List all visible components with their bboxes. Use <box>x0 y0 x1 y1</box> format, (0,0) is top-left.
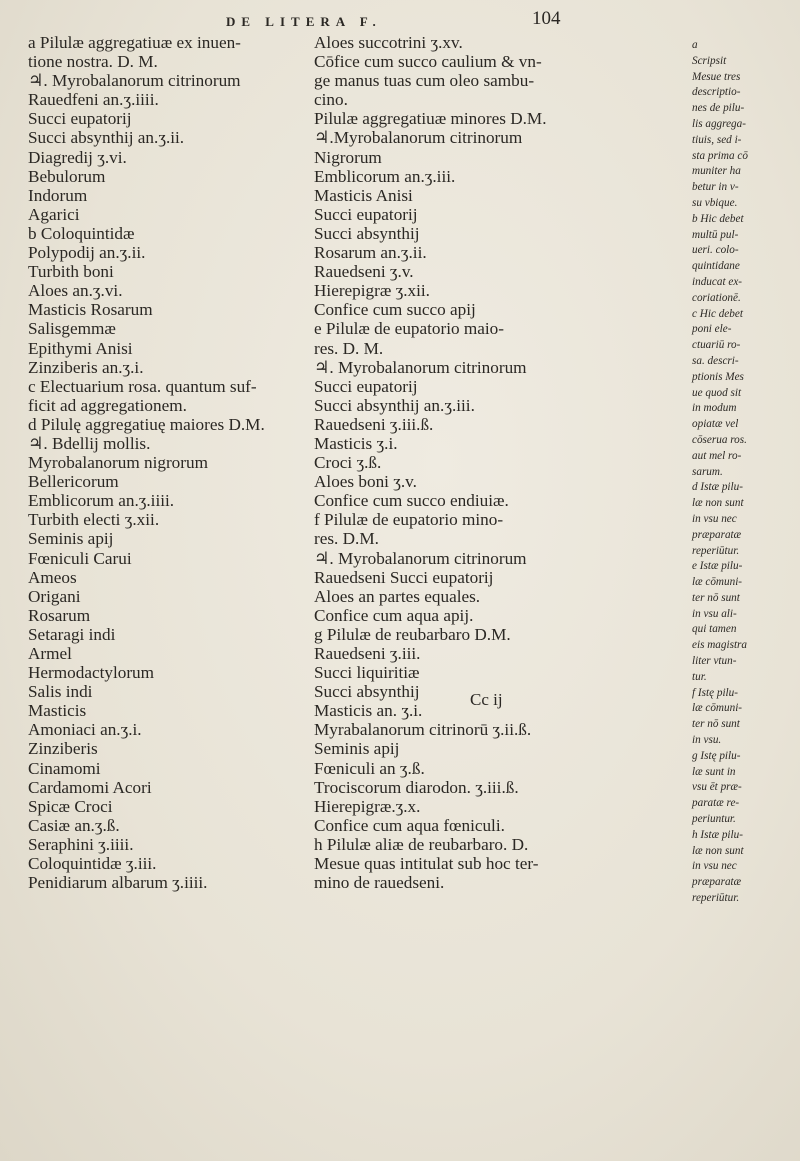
margin-note-line: reperiūtur. <box>692 892 740 905</box>
text-line: Seraphini ʒ.iiii. <box>28 834 134 854</box>
margin-note-line: ptionis Mes <box>692 370 744 383</box>
margin-note-line: aut mel ro- <box>692 449 742 462</box>
text-line: Bellericorum <box>28 472 119 492</box>
text-line: e Pilulæ de eupatorio maio- <box>314 319 504 339</box>
margin-note-line: vsu ēt præ- <box>692 781 742 794</box>
margin-note-line: quintidane <box>692 260 740 273</box>
margin-note-line: tur. <box>692 670 707 683</box>
text-line: Fœniculi Carui <box>28 548 132 568</box>
text-line: ge manus tuas cum oleo sambu- <box>314 71 535 91</box>
margin-note-line: b Hic debet <box>692 212 744 225</box>
text-line: ♃. Myrobalanorum citrinorum <box>314 357 527 377</box>
margin-note-line: in modum <box>692 402 737 415</box>
margin-note-line: eis magistra <box>692 639 748 652</box>
margin-note-line: muniter ha <box>692 165 741 178</box>
margin-note-line: inducat ex- <box>692 275 743 288</box>
margin-note-line: sa. descri- <box>692 354 739 367</box>
text-line: Aloes boni ʒ.v. <box>314 472 417 492</box>
text-line: Setaragi indi <box>28 624 116 644</box>
left-column <box>28 33 303 892</box>
text-line: Croci ʒ.ß. <box>314 453 382 473</box>
catchword: Cc ij <box>470 690 503 709</box>
margin-note-line: ueri. colo- <box>692 244 739 257</box>
margin-note-line: betur in v- <box>692 181 739 194</box>
margin-note-line: sta prima cō <box>692 149 748 162</box>
text-line: Hermodactylorum <box>28 663 155 683</box>
text-line: Rosarum <box>28 605 91 625</box>
middle-column <box>314 33 676 892</box>
text-line: Succi liquiritiæ <box>314 663 420 683</box>
margin-note-line: a <box>692 39 698 51</box>
text-line: Hierepigræ.ʒ.x. <box>314 796 421 816</box>
text-line: Aloes an partes equales. <box>314 586 481 606</box>
text-line: Seminis apij <box>28 529 114 549</box>
text-line: Masticis an. ʒ.i. <box>314 701 423 721</box>
text-line: res. D.M. <box>314 529 379 549</box>
text-line: Turbith boni <box>28 262 114 282</box>
margin-note-line: Scripsit <box>692 54 727 67</box>
margin-note-line: reperiūtur. <box>692 544 740 557</box>
margin-note-line: læ sunt in <box>692 765 736 778</box>
text-line: Bebulorum <box>28 166 106 186</box>
text-line: mino de rauedseni. <box>314 873 445 893</box>
page-number: 104 <box>532 8 561 29</box>
text-line: Succi absynthij an.ʒ.ii. <box>28 128 185 148</box>
text-line: Confice cum succo apij <box>314 300 476 320</box>
text-line: Rauedseni ʒ.iii. <box>314 644 421 663</box>
margin-note-line: periuntur. <box>692 813 736 826</box>
text-line: Emblicorum an.ʒ.iii. <box>314 166 456 186</box>
margin-note-line: paratæ re- <box>692 797 740 810</box>
page-header <box>0 4 800 36</box>
text-line: Ameos <box>28 567 77 587</box>
text-line: Trociscorum diarodon. ʒ.iii.ß. <box>314 777 519 797</box>
text-line: Cinamomi <box>28 758 101 778</box>
text-line: Origani <box>28 586 81 606</box>
text-line: Rauedseni ʒ.v. <box>314 262 414 282</box>
text-line: tione nostra. D. M. <box>28 52 158 72</box>
margin-note-line: in vsu nec <box>692 512 737 525</box>
text-line: Casiæ an.ʒ.ß. <box>28 815 120 835</box>
text-line: cino. <box>314 90 348 110</box>
text-line: Zinziberis an.ʒ.i. <box>28 357 144 377</box>
text-line: Salis indi <box>28 682 93 702</box>
margin-note-line: qui tamen <box>692 623 737 636</box>
margin-note-line: ue quod sit <box>692 386 742 399</box>
text-line: Myrabalanorum citrinorū ʒ.ii.ß. <box>314 720 532 740</box>
text-line: Amoniaci an.ʒ.i. <box>28 720 142 740</box>
text-line: ♃. Myrobalanorum citrinorum <box>28 71 241 91</box>
margin-note-line: cōserua ros. <box>692 433 747 446</box>
text-line: Confice cum aqua fœniculi. <box>314 815 505 835</box>
text-line: Masticis Rosarum <box>28 300 153 320</box>
text-line: Masticis <box>28 701 87 721</box>
text-line: Cōfice cum succo caulium & vn- <box>314 52 542 72</box>
text-line: Epithymi Anisi <box>28 338 133 358</box>
text-line: Pilulæ aggregatiuæ minores D.M. <box>314 109 547 129</box>
text-line: Penidiarum albarum ʒ.iiii. <box>28 873 208 893</box>
text-line: Succi absynthij an.ʒ.iii. <box>314 395 475 415</box>
margin-note-line: tiuis, sed i- <box>692 133 742 146</box>
text-line: h Pilulæ aliæ de reubarbaro. D. <box>314 834 529 854</box>
text-line: c Electuarium rosa. quantum suf- <box>28 376 257 396</box>
text-line: g Pilulæ de reubarbaro D.M. <box>314 624 511 644</box>
text-line: Armel <box>28 644 72 663</box>
margin-note-line: in vsu. <box>692 734 722 747</box>
margin-note-line: poni ele- <box>692 323 732 336</box>
text-line: Hierepigræ ʒ.xii. <box>314 281 430 301</box>
text-line: Rauedfeni an.ʒ.iiii. <box>28 90 159 110</box>
margin-note-line: sarum. <box>692 465 723 478</box>
margin-note-line: descriptio- <box>692 86 741 99</box>
margin-note-line: lis aggrega- <box>692 117 746 130</box>
text-line: Succi absynthij <box>314 682 420 702</box>
running-title: DE LITERA F. <box>226 14 382 29</box>
margin-note-line: h Istæ pilu- <box>692 828 743 841</box>
text-line: Seminis apij <box>314 739 400 759</box>
margin-note-line: læ non sunt <box>692 844 744 857</box>
text-line: Aloes succotrini ʒ.xv. <box>314 33 463 52</box>
margin-note-line: d Istæ pilu- <box>692 481 743 494</box>
margin-note-line: ter nō sunt <box>692 718 740 731</box>
text-line: ♃. Myrobalanorum citrinorum <box>314 548 527 568</box>
text-line: Masticis Anisi <box>314 185 413 205</box>
margin-note-line: læ non sunt <box>692 497 744 510</box>
margin-note-line: opiatæ vel <box>692 418 739 431</box>
text-line: Zinziberis <box>28 739 98 759</box>
text-line: Masticis ʒ.i. <box>314 433 398 453</box>
text-line: ♃. Bdellij mollis. <box>28 433 151 453</box>
margin-note-line: ctuariū ro- <box>692 339 741 352</box>
text-line: Nigrorum <box>314 147 382 167</box>
margin-note-line: præparatæ <box>692 876 742 889</box>
text-line: a Pilulæ aggregatiuæ ex inuen- <box>28 33 241 52</box>
text-line: Rauedseni Succi eupatorij <box>314 567 494 587</box>
text-line: Rauedseni ʒ.iii.ß. <box>314 414 434 434</box>
text-line: Indorum <box>28 185 88 205</box>
margin-note-line: nes de pilu- <box>692 102 745 115</box>
text-line: Fœniculi an ʒ.ß. <box>314 758 425 778</box>
text-line: Myrobalanorum nigrorum <box>28 453 208 473</box>
text-line: Turbith electi ʒ.xii. <box>28 510 160 530</box>
text-line: Succi eupatorij <box>314 204 418 224</box>
margin-note-line: e Istæ pilu- <box>692 560 743 573</box>
margin-note-line: f Istę pilu- <box>692 686 738 699</box>
text-line: Succi absynthij <box>314 223 420 243</box>
text-line: f Pilulæ de eupatorio mino- <box>314 510 504 530</box>
text-line: ficit ad aggregationem. <box>28 395 187 415</box>
margin-note-line: multū pul- <box>692 228 739 241</box>
text-line: Confice cum succo endiuiæ. <box>314 491 509 511</box>
margin-note-line: coriationē. <box>692 291 741 304</box>
text-line: b Coloquintidæ <box>28 223 135 243</box>
text-line: Succi eupatorij <box>28 109 132 129</box>
text-line: Aloes an.ʒ.vi. <box>28 281 123 301</box>
text-line: ♃.Myrobalanorum citrinorum <box>314 128 523 148</box>
text-line: Spicæ Croci <box>28 796 113 816</box>
margin-note-line: ter nō sunt <box>692 591 740 604</box>
text-line: Succi eupatorij <box>314 376 418 396</box>
text-line: Emblicorum an.ʒ.iiii. <box>28 491 175 511</box>
margin-notes <box>692 38 794 907</box>
margin-note-line: in vsu nec <box>692 860 737 873</box>
text-line: Agarici <box>28 204 80 224</box>
margin-note-line: g Istę pilu- <box>692 749 741 762</box>
text-line: Mesue quas intitulat sub hoc ter- <box>314 854 539 874</box>
text-line: Rosarum an.ʒ.ii. <box>314 243 427 263</box>
text-line: Diagredij ʒ.vi. <box>28 147 127 167</box>
margin-note-line: præparatæ <box>692 528 742 541</box>
margin-note-line: liter vtun- <box>692 655 737 668</box>
margin-note-line: læ cōmuni- <box>692 576 743 589</box>
margin-note-line: Mesue tres <box>692 70 741 83</box>
margin-note-line: in vsu ali- <box>692 607 737 620</box>
text-line: Salisgemmæ <box>28 319 116 339</box>
margin-note-line: c Hic debet <box>692 307 743 320</box>
margin-note-line: læ cōmuni- <box>692 702 743 715</box>
text-line: Coloquintidæ ʒ.iii. <box>28 854 157 874</box>
margin-note-line: su vbique. <box>692 196 738 209</box>
text-line: d Pilulę aggregatiuę maiores D.M. <box>28 414 265 434</box>
text-line: Confice cum aqua apij. <box>314 605 474 625</box>
text-line: Polypodij an.ʒ.ii. <box>28 243 146 263</box>
text-line: res. D. M. <box>314 338 384 358</box>
text-line: Cardamomi Acori <box>28 777 152 797</box>
